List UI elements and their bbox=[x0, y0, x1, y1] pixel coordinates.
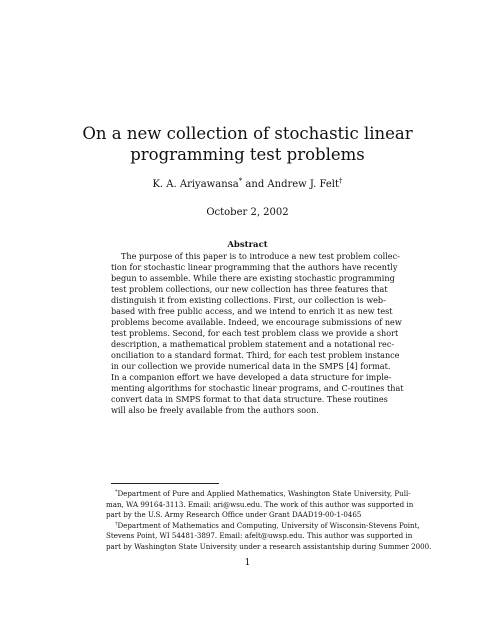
abstract-line: onciliation to a standard format. Third, for each test problem instance bbox=[111, 350, 400, 360]
abstract-line: based with free public access, and we intend to enrich it as new test bbox=[111, 306, 393, 316]
title-line: programming test problems bbox=[130, 145, 365, 164]
footnote-line: part by Washington State University under a research assistantship during Summer 2000. bbox=[106, 541, 432, 551]
abstract-line: In a companion effort we have developed a data structure for imple- bbox=[111, 372, 392, 382]
footnote-text: Department of Mathematics and Computing, University of Wisconsin-Stevens Point, bbox=[117, 520, 420, 530]
footnote-line: part by the U.S. Army Research Office under Grant DAAD19-00-1-0465 bbox=[106, 510, 362, 519]
footnote-mark: † bbox=[115, 520, 118, 527]
abstract-line: menting algorithms for stochastic linear programs, and C-routines that bbox=[111, 383, 404, 393]
abstract-line: distinguish it from existing collections. First, our collection is web- bbox=[111, 295, 386, 305]
author-name: K. A. Ariyawansa bbox=[152, 179, 239, 190]
footnote-mark: † bbox=[339, 177, 343, 185]
footnote-line: Stevens Point, WI 54481-3897. Email: afelt@uwsp.edu. This author was supported in bbox=[106, 531, 413, 540]
paper-date: October 2, 2002 bbox=[206, 207, 289, 218]
abstract-line: test problems. Second, for each test problem class we provide a short bbox=[111, 328, 399, 338]
page-number: 1 bbox=[244, 558, 251, 568]
abstract-line: description, a mathematical problem statement and a notational rec- bbox=[111, 339, 395, 349]
abstract-line: convert data in SMPS format to that data structure. These routines bbox=[111, 394, 388, 404]
abstract-line: in our collection we provide numerical data in the SMPS [4] format. bbox=[111, 361, 391, 371]
footnote-line bbox=[106, 489, 411, 500]
abstract-line: The purpose of this paper is to introduce a new test problem collec- bbox=[121, 251, 400, 261]
abstract-line: problems become available. Indeed, we encourage submissions of new bbox=[111, 317, 402, 327]
title-line: On a new collection of stochastic linear bbox=[82, 124, 413, 143]
footnote-text: Department of Pure and Applied Mathematics, Washington State University, Pull- bbox=[117, 489, 411, 498]
paper-title bbox=[70, 123, 425, 165]
footnote-line bbox=[106, 520, 420, 532]
abstract-body bbox=[111, 251, 404, 416]
author-line bbox=[70, 179, 425, 190]
footnote-mark: * bbox=[238, 177, 243, 185]
abstract-line: tion for stochastic linear programming that the authors have recently bbox=[111, 262, 398, 272]
abstract-line: test problem collections, our new collection has three features that bbox=[111, 284, 388, 294]
footnote-line: man, WA 99164-3113. Email: ari@wsu.edu. The work of this author was supported in bbox=[106, 499, 414, 509]
abstract-heading: Abstract bbox=[227, 240, 268, 250]
abstract-line: will also be freely available from the authors soon. bbox=[111, 405, 319, 415]
footnote-mark: * bbox=[115, 489, 118, 495]
author-connector: and bbox=[242, 179, 268, 190]
footnote-rule bbox=[111, 483, 219, 484]
author-name: Andrew J. Felt bbox=[267, 179, 340, 190]
footnotes bbox=[106, 489, 432, 552]
abstract-line: begun to assemble. While there are existing stochastic programming bbox=[111, 273, 395, 283]
